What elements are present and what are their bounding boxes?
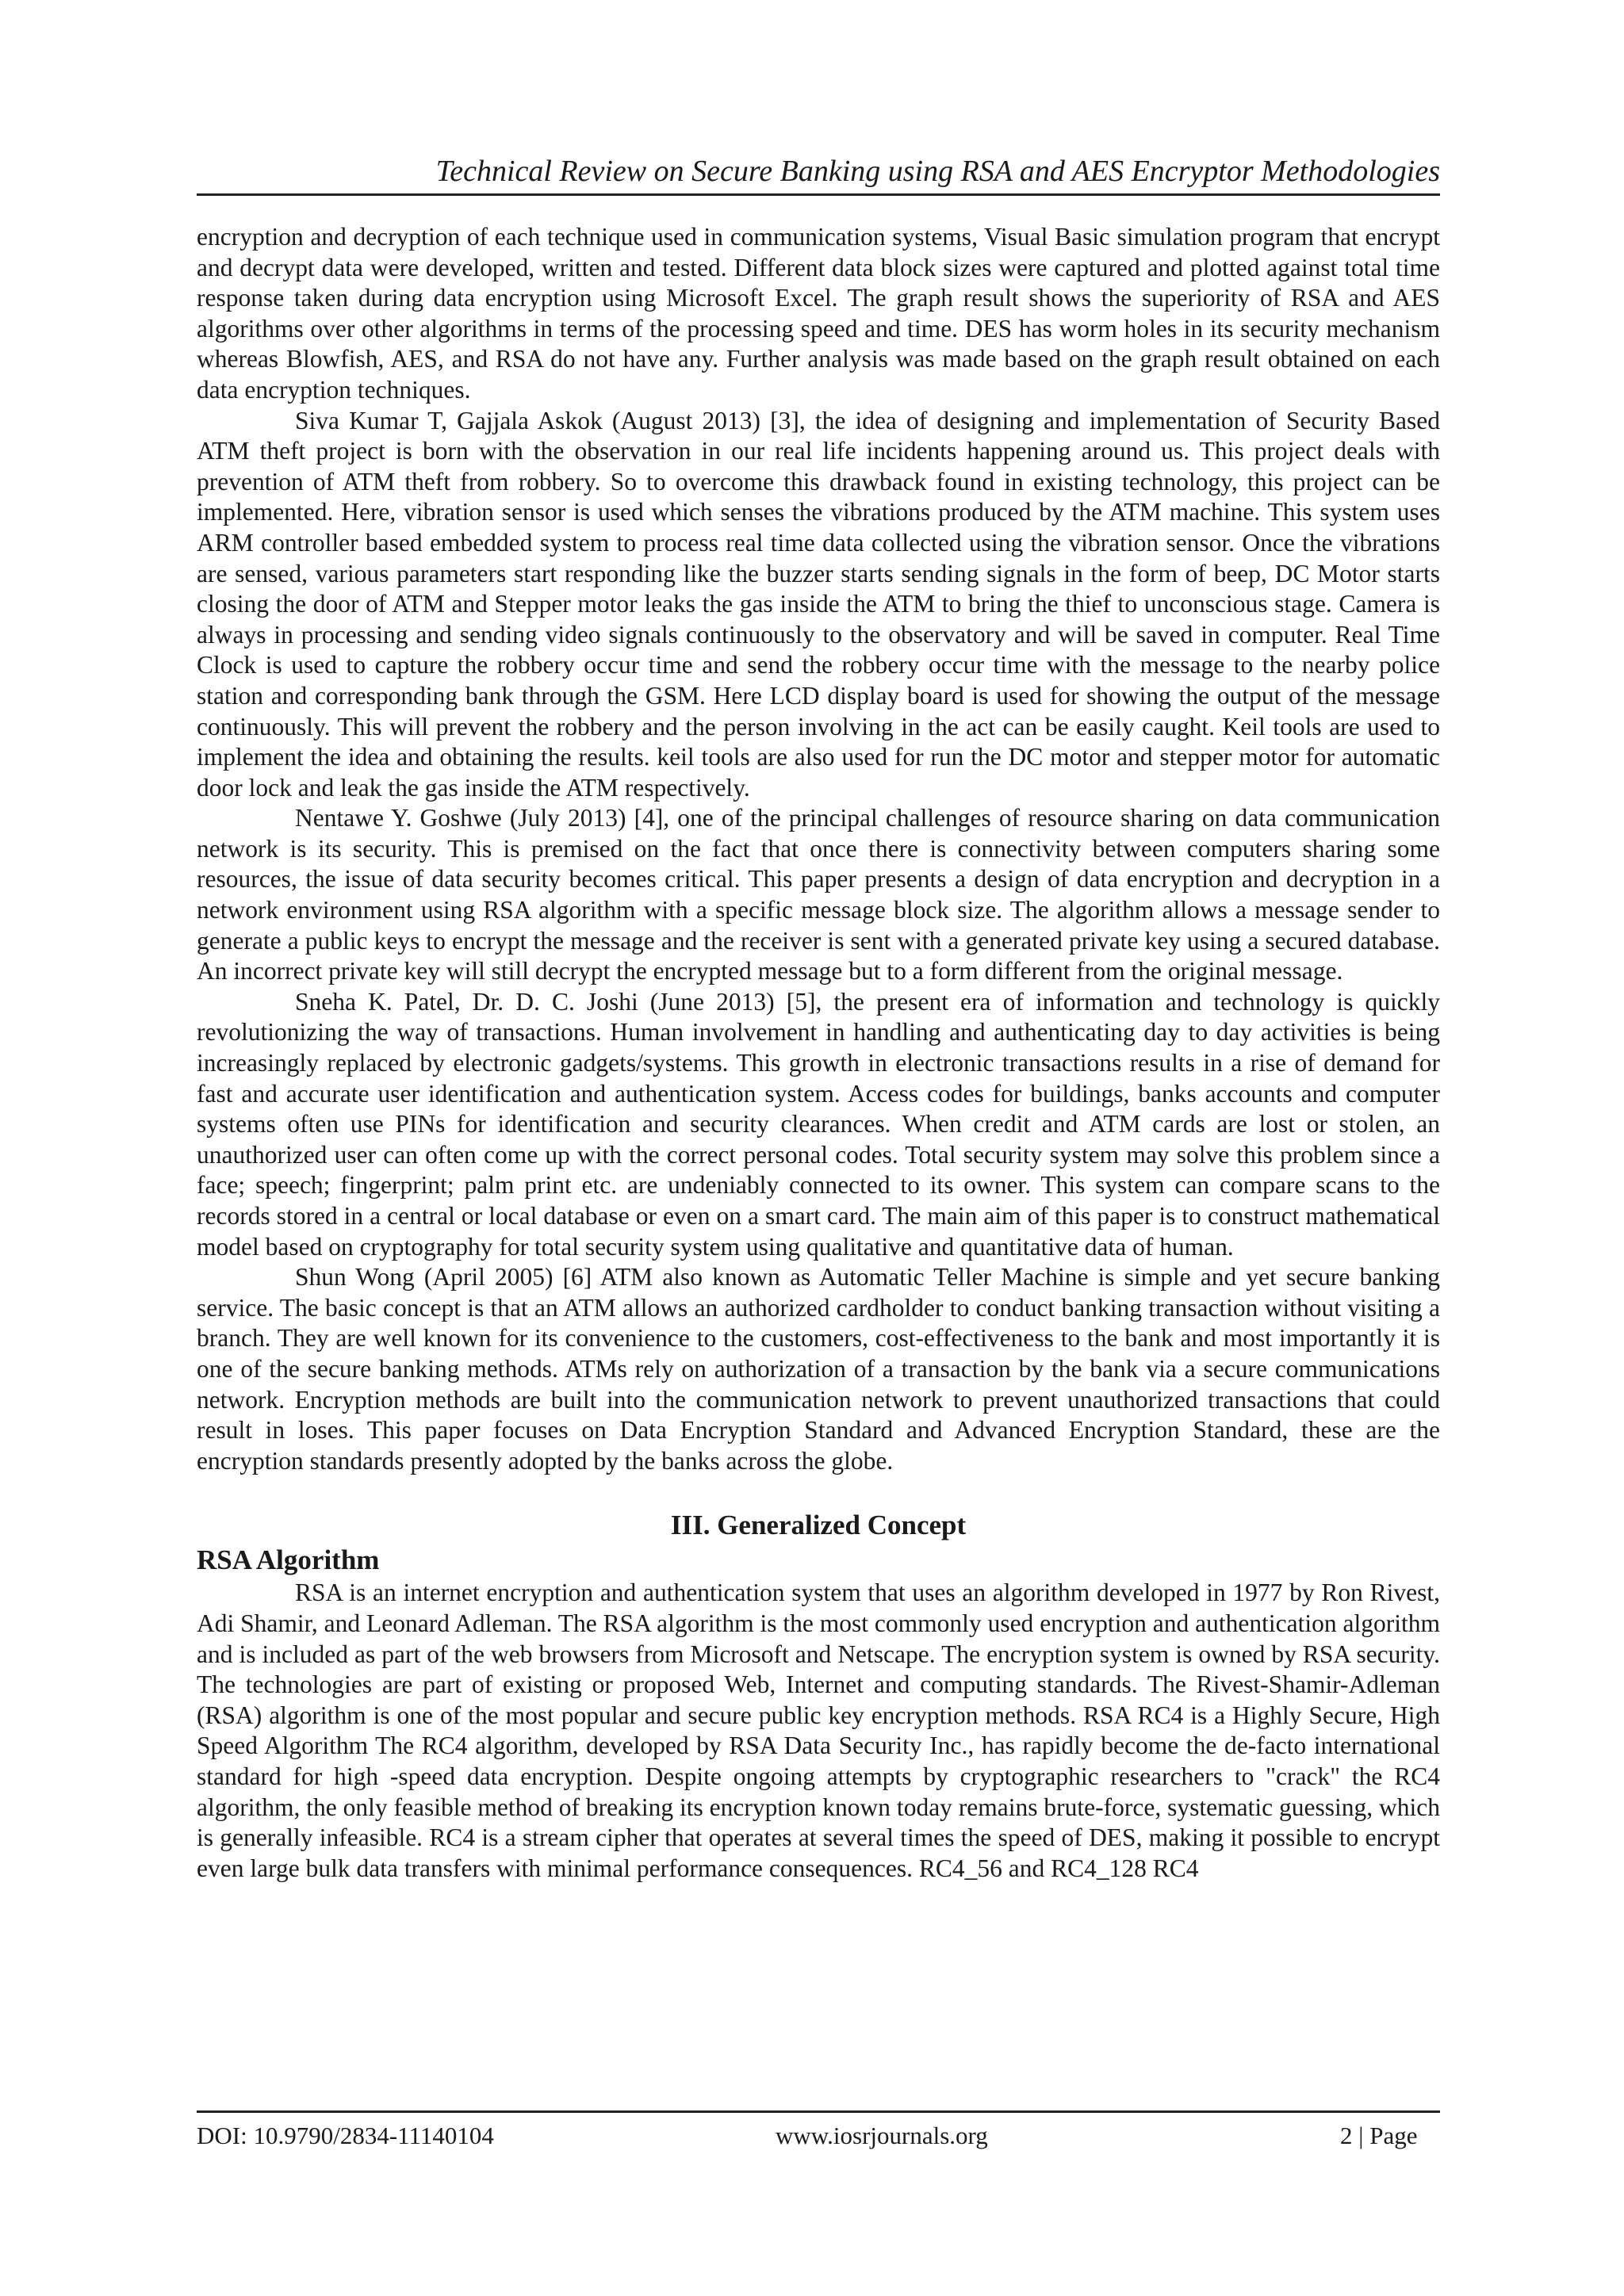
section-heading: III. Generalized Concept (670, 1510, 967, 1541)
subsection-heading: RSA Algorithm (197, 1544, 380, 1576)
running-header: Technical Review on Secure Banking using RSA and AES Encryptor Methodologies (435, 155, 1440, 188)
body-paragraph-4: Sneha K. Patel, Dr. D. C. Joshi (June 2013) [5], the present era of information and technology is quickly revolutionizing the way of transactions. Human involvement in handling and authenticating day to day activities is being increasingly replaced by electronic gadgets/systems. This growth in electronic transactions results in a rise of demand for fast and accurate user identification and authentication system. Access codes for buildings, banks accounts and computer systems often use PINs for identification and security clearances. When credit and ATM cards are lost or stolen, an unauthorized user can often come up with the correct personal codes. Total security system may solve this problem since a face; speech; fingerprint; palm print etc. are undeniably connected to its owner. This system can compare scans to the records stored in a central or local database or even on a smart card. The main aim of this paper is to construct mathematical model based on cryptography for total security system using qualitative and quantitative data of human. (197, 987, 1440, 1261)
body-paragraph-5: Shun Wong (April 2005) [6] ATM also known as Automatic Teller Machine is simple and yet secure banking service. The basic concept is that an ATM allows an authorized cardholder to conduct banking transaction without visiting a branch. They are well known for its convenience to the customers, cost-effectiveness to the bank and most importantly it is one of the secure banking methods. ATMs rely on authorization of a transaction by the bank via a secure communications network. Encryption methods are built into the communication network to prevent unauthorized transactions that could result in loses. This paper focuses on Data Encryption Standard and Advanced Encryption Standard, these are the encryption standards presently adopted by the banks across the globe. (197, 1263, 1440, 1475)
article-body (197, 222, 1440, 1884)
footer-website: www.iosrjournals.org (776, 2122, 988, 2149)
rsa-paragraph: RSA is an internet encryption and authentication system that uses an algorithm developed in 1977 by Ron Rivest, Adi Shamir, and Leonard Adleman. The RSA algorithm is the most commonly used encryption and authentication algorithm and is included as part of the web browsers from Microsoft and Netscape. The encryption system is owned by RSA security. The technologies are part of existing or proposed Web, Internet and computing standards. The Rivest-Shamir-Adleman (RSA) algorithm is one of the most popular and secure public key encryption methods. RSA RC4 is a Highly Secure, High Speed Algorithm The RC4 algorithm, developed by RSA Data Security Inc., has rapidly become the de-facto international standard for high -speed data encryption. Despite ongoing attempts by cryptographic researchers to "crack" the RC4 algorithm, the only feasible method of breaking its encryption known today remains brute-force, systematic guessing, which is generally infeasible. RC4 is a stream cipher that operates at several times the speed of DES, making it possible to encrypt even large bulk data transfers with minimal performance consequences. RC4_56 and RC4_128 RC4 (197, 1578, 1440, 1882)
footer-doi: DOI: 10.9790/2834-11140104 (197, 2122, 494, 2149)
footer-divider (197, 2110, 1440, 2113)
body-paragraph-1: encryption and decryption of each technique used in communication systems, Visual Basic simulation program that encrypt and decrypt data were developed, written and tested. Different data block sizes were captured and plotted against total time response taken during data encryption using Microsoft Excel. The graph result shows the superiority of RSA and AES algorithms over other algorithms in terms of the processing speed and time. DES has worm holes in its security mechanism whereas Blowfish, AES, and RSA do not have any. Further analysis was made based on the graph result obtained on each data encryption techniques. (197, 223, 1440, 404)
body-paragraph-3: Nentawe Y. Goshwe (July 2013) [4], one of the principal challenges of resource sharing on data communication network is its security. This is premised on the fact that once there is connectivity between computers sharing some resources, the issue of data security becomes critical. This paper presents a design of data encryption and decryption in a network environment using RSA algorithm with a specific message block size. The algorithm allows a message sender to generate a public keys to encrypt the message and the receiver is sent with a generated private key using a secured database. An incorrect private key will still decrypt the encrypted message but to a form different from the original message. (197, 804, 1440, 985)
header-divider (197, 193, 1440, 196)
page-footer (197, 2118, 1440, 2153)
body-paragraph-2: Siva Kumar T, Gajjala Askok (August 2013) [3], the idea of designing and implementation of Security Based ATM theft project is born with the observation in our real life incidents happening around us. This project deals with prevention of ATM theft from robbery. So to overcome this drawback found in existing technology, this project can be implemented. Here, vibration sensor is used which senses the vibrations produced by the ATM machine. This system uses ARM controller based embedded system to process real time data collected using the vibration sensor. Once the vibrations are sensed, various parameters start responding like the buzzer starts sending signals in the form of beep, DC Motor starts closing the door of ATM and Stepper motor leaks the gas inside the ATM to bring the thief to unconscious stage. Camera is always in processing and sending video signals continuously to the observatory and will be saved in computer. Real Time Clock is used to capture the robbery occur time and send the robbery occur time with the message to the nearby police station and corresponding bank through the GSM. Here LCD display board is used for showing the output of the message continuously. This will prevent the robbery and the person involving in the act can be easily caught. Keil tools are used to implement the idea and obtaining the results. keil tools are also used for run the DC motor and stepper motor for automatic door lock and leak the gas inside the ATM respectively. (197, 406, 1440, 802)
footer-page-number: 2 | Page (1340, 2122, 1418, 2149)
